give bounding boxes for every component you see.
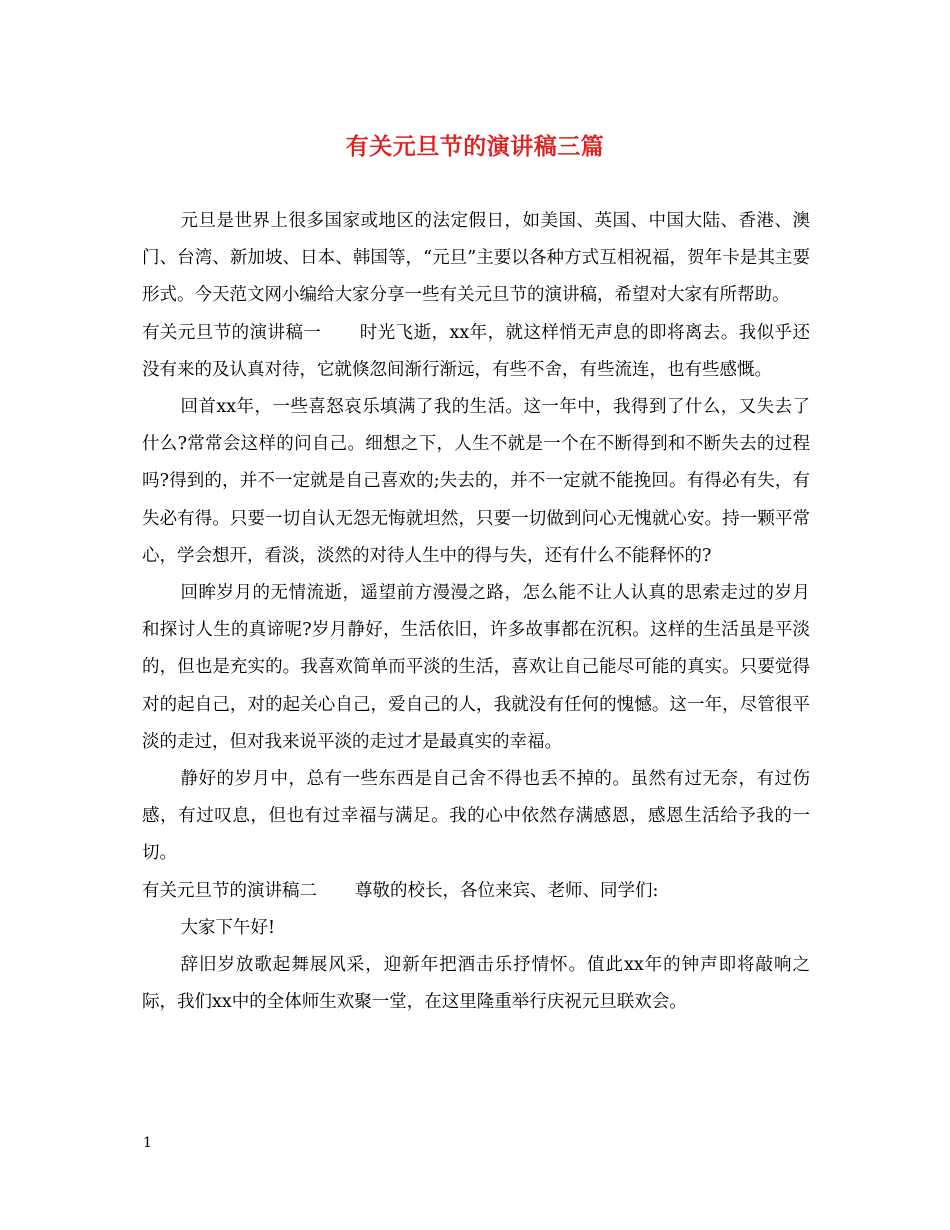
speech1-body-paragraph-3: 静好的岁月中，总有一些东西是自己舍不得也丢不掉的。虽然有过无奈，有过伤感，有过叹息，但也有过幸福与满足。我的心中依然存满感恩，感恩生活给予我的一切。 <box>142 769 810 864</box>
speech1-body-paragraph-2: 回眸岁月的无情流逝，遥望前方漫漫之路，怎么能不让人认真的思索走过的岁月和探讨人生的真谛呢?岁月静好，生活依旧，许多故事都在沉积。这样的生活虽是平淡的，但也是充实的。我喜欢简单而平淡的生活，喜欢让自己能尽可能的真实。只要觉得对的起自己，对的起关心自己，爱自己的人，我就没有任何的愧憾。这一年，尽管很平淡的走过，但对我来说平淡的走过才是最真实的幸福。 <box>142 583 810 752</box>
intro-paragraph: 元旦是世界上很多国家或地区的法定假日，如美国、英国、中国大陆、香港、澳门、台湾、新加坡、日本、韩国等，“元旦”主要以各种方式互相祝福，贺年卡是其主要形式。今天范文网小编给大家分享一些有关元旦节的演讲稿，希望对大家有所帮助。 <box>142 211 810 306</box>
document-body <box>142 203 810 1021</box>
page-number: 1 <box>143 1135 152 1151</box>
document-title: 有关元旦节的演讲稿三篇 <box>345 133 605 160</box>
speech1-paragraph <box>142 315 810 389</box>
speech1-lead-text: 时光飞逝，xx年，就这样悄无声息的即将离去。我似乎还没有来的及认真对待，它就倏忽间渐行渐远，有些不舍，有些流连，也有些感慨。 <box>142 322 810 380</box>
speech2-lead-text: 尊敬的校长，各位来宾、老师、同学们: <box>355 880 659 901</box>
speech1-body-paragraph-1: 回首xx年，一些喜怒哀乐填满了我的生活。这一年中，我得到了什么，又失去了什么?常常会这样的问自己。细想之下，人生不就是一个在不断得到和不断失去的过程吗?得到的，并不一定就是自己喜欢的;失去的，并不一定就不能挽回。有得必有失，有失必有得。只要一切自认无怨无悔就坦然，只要一切做到问心无愧就心安。持一颗平常心，学会想开，看淡，淡然的对待人生中的得与失，还有什么不能释怀的? <box>142 397 810 566</box>
speech2-body-paragraph-1: 辞旧岁放歌起舞展风采，迎新年把酒击乐抒情怀。值此xx年的钟声即将敲响之际，我们xx中的全体师生欢聚一堂，在这里隆重举行庆祝元旦联欢会。 <box>142 955 810 1013</box>
speech1-heading: 有关元旦节的演讲稿一 <box>142 322 322 343</box>
speech2-heading: 有关元旦节的演讲稿二 <box>142 880 317 901</box>
speech2-paragraph <box>142 873 810 910</box>
speech2-greeting: 大家下午好! <box>180 917 276 938</box>
